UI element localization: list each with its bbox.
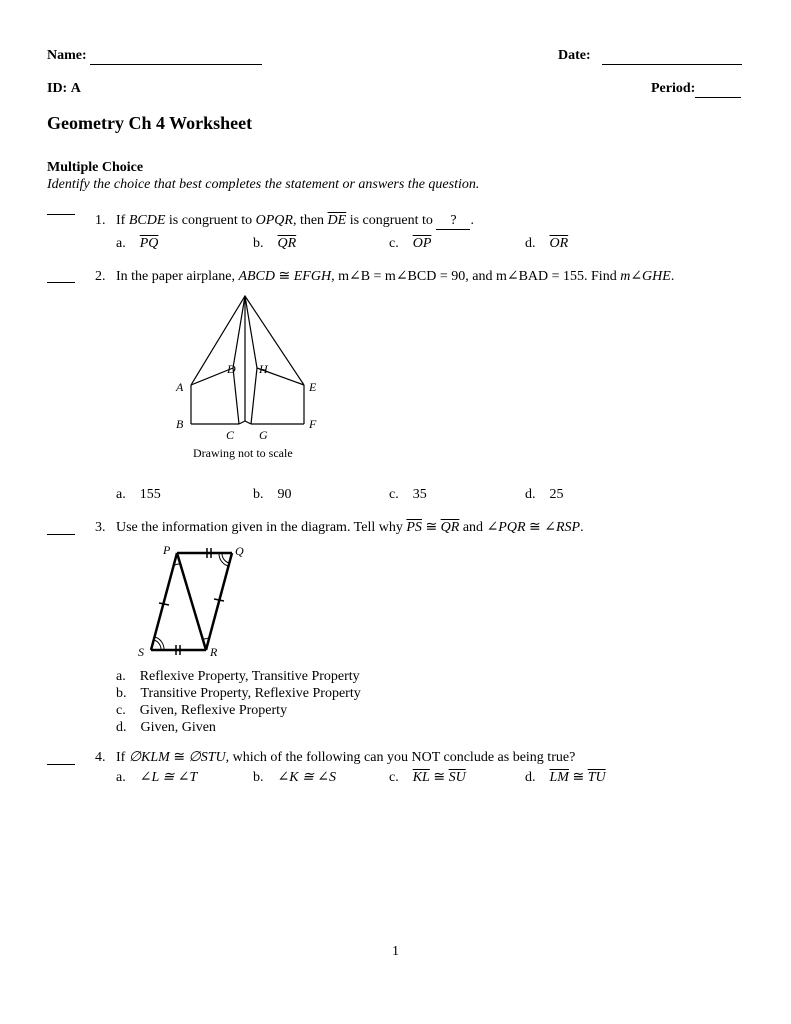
question-2: 2. In the paper airplane, ABCD ≅ EFGH, m∠B = m∠BCD = 90, and m∠BAD = 155. Find m∠GHE. [95, 269, 675, 284]
q4-choice-a[interactable]: a. ∠L ≅ ∠T [116, 770, 198, 785]
answer-blank-4[interactable] [47, 764, 75, 765]
answer-blank-1[interactable] [47, 214, 75, 215]
date-field[interactable] [602, 48, 742, 65]
question-1: 1. If BCDE is congruent to OPQR, then $\overline{DE}$ is congruent to ? . [95, 213, 474, 228]
date-label: Date: [558, 48, 742, 65]
q2-choice-c[interactable]: c. 35 [389, 487, 427, 502]
id-label: ID: A [47, 81, 81, 96]
paper-airplane-diagram [170, 290, 330, 465]
q2-choice-b[interactable]: b. 90 [253, 487, 292, 502]
q3-choice-a[interactable]: a. Reflexive Property, Transitive Property [116, 669, 360, 684]
q4-choice-d[interactable]: d. $\overline{LM}$ ≅ $\overline{TU}$ [525, 770, 606, 785]
question-4: 4. If ∅KLM ≅ ∅STU, which of the following can you NOT conclude as being true? [95, 750, 576, 765]
q2-choice-d[interactable]: d. 25 [525, 487, 564, 502]
label-C: C [226, 428, 235, 442]
q1-choice-d[interactable]: d. $\overline{OR}$ [525, 236, 569, 251]
question-3: 3. Use the information given in the diagram. Tell why $\overline{PS}$ ≅ $\overline{QR}$ and ∠PQR ≅ ∠RSP. [95, 520, 584, 535]
q4-choice-b[interactable]: b. ∠K ≅ ∠S [253, 770, 337, 785]
label-E: E [309, 380, 317, 394]
section-heading: Multiple Choice [47, 160, 144, 175]
q3-choice-b[interactable]: b. Transitive Property, Reflexive Property [116, 686, 361, 701]
label-F: F [309, 417, 317, 431]
label-D: D [227, 362, 236, 376]
q2-choice-a[interactable]: a. 155 [116, 487, 161, 502]
label-P: P [163, 543, 171, 557]
page-title: Geometry Ch 4 Worksheet [47, 113, 253, 133]
label-R: R [210, 645, 218, 659]
name-field[interactable] [90, 48, 262, 65]
label-G: G [259, 428, 268, 442]
q1-choice-b[interactable]: b. $\overline{QR}$ [253, 236, 297, 251]
q4-choice-c[interactable]: c. $\overline{KL}$ ≅ $\overline{SU}$ [389, 770, 466, 785]
q3-choice-c[interactable]: c. Given, Reflexive Property [116, 703, 288, 718]
name-label: Name: [47, 48, 262, 65]
label-S: S [138, 645, 144, 659]
label-H: H [259, 362, 268, 376]
parallelogram-diagram [135, 540, 255, 660]
answer-blank-2[interactable] [47, 282, 75, 283]
label-A: A [176, 380, 184, 394]
answer-blank-3[interactable] [47, 534, 75, 535]
diagram-caption: Drawing not to scale [193, 446, 293, 460]
q3-choice-d[interactable]: d. Given, Given [116, 720, 216, 735]
q1-choice-a[interactable]: a. $\overline{PQ}$ [116, 236, 159, 251]
page-number: 1 [392, 944, 399, 959]
period-field[interactable] [695, 81, 741, 98]
label-B: B [176, 417, 184, 431]
q1-choice-c[interactable]: c. $\overline{OP}$ [389, 236, 432, 251]
label-Q: Q [235, 544, 244, 558]
section-instructions: Identify the choice that best completes the statement or answers the question. [47, 177, 480, 192]
period-label: Period: [651, 81, 741, 98]
